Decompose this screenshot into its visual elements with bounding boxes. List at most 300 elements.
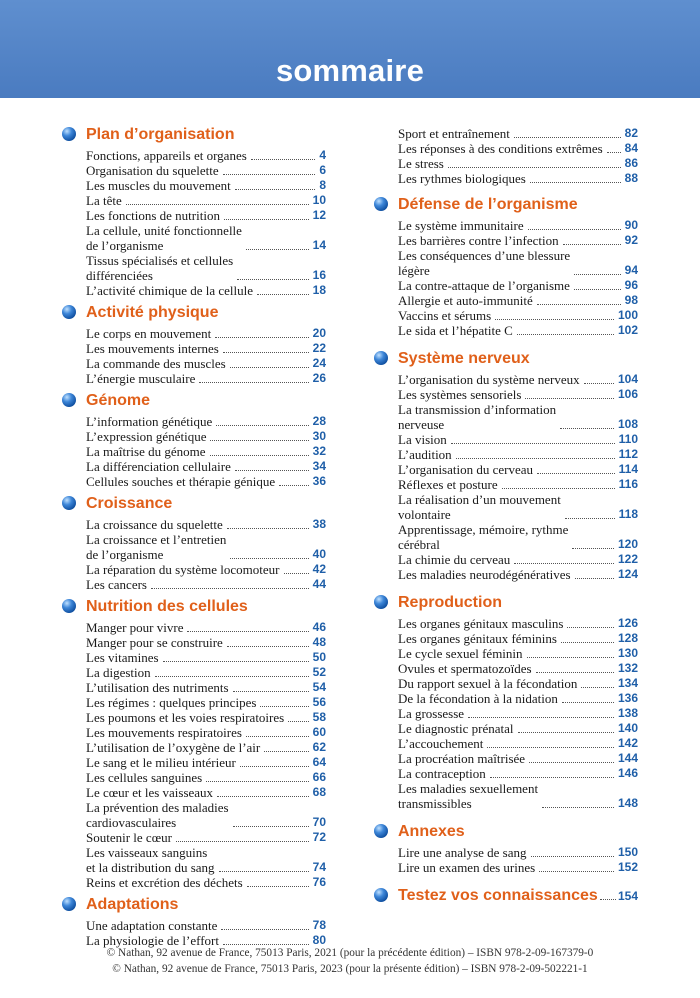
page-number: 152: [617, 860, 638, 874]
entry-title: La transmission d’information nerveuse: [398, 402, 557, 432]
leader-dots: [227, 528, 309, 529]
toc-entry[interactable]: [86, 326, 326, 341]
toc-entry[interactable]: [86, 253, 326, 283]
entry-title: Les maladies sexuellement transmissibles: [398, 781, 539, 811]
page-number: 82: [624, 126, 638, 140]
page-number: 14: [312, 238, 326, 252]
toc-entry[interactable]: [398, 477, 638, 492]
page-number: 94: [624, 263, 638, 277]
entry-title: Le stress: [398, 156, 444, 171]
entry-title: Le sida et l’hépatite C: [398, 323, 513, 338]
leader-dots: [279, 485, 308, 486]
entry-title: Le corps en mouvement: [86, 326, 212, 341]
entry-title: La procréation maîtrisée: [398, 751, 526, 766]
toc-entry[interactable]: [398, 402, 638, 432]
section-title: Nutrition des cellules: [86, 598, 248, 615]
entry-title: La maîtrise du génome: [86, 444, 206, 459]
bullet-icon: [62, 127, 76, 141]
leader-dots: [223, 352, 309, 353]
page-number: 124: [617, 567, 638, 581]
toc-entry[interactable]: [86, 635, 326, 650]
toc-entry[interactable]: [398, 308, 638, 323]
leader-dots: [235, 189, 316, 190]
right-sections: [374, 194, 638, 875]
toc-entry[interactable]: [398, 141, 638, 156]
toc-entry[interactable]: [398, 751, 638, 766]
entry-title: La réalisation d’un mouvement volontaire: [398, 492, 561, 522]
leader-dots: [264, 751, 308, 752]
leader-dots: [565, 518, 615, 519]
leader-dots: [284, 573, 309, 574]
section-title: Adaptations: [86, 896, 179, 913]
toc-entry[interactable]: [86, 785, 326, 800]
page-number: 18: [312, 283, 326, 297]
toc-entry[interactable]: [86, 429, 326, 444]
page-number: 98: [624, 293, 638, 307]
section-entries: [62, 517, 326, 592]
page-number: 150: [617, 845, 638, 859]
page-number: 118: [618, 507, 638, 521]
entry-title: Les cellules sanguines: [86, 770, 203, 785]
page-number: 116: [618, 477, 638, 491]
leader-dots: [525, 398, 613, 399]
toc-entry[interactable]: [398, 631, 638, 646]
leader-dots: [560, 428, 614, 429]
toc-entry[interactable]: [86, 845, 326, 875]
page-number: 146: [617, 766, 638, 780]
toc-entry[interactable]: [398, 646, 638, 661]
toc-entry[interactable]: [86, 577, 326, 592]
leader-dots: [233, 691, 309, 692]
leader-dots: [219, 871, 309, 872]
leader-dots: [233, 826, 309, 827]
page-number: 10: [312, 193, 326, 207]
page-number: 102: [617, 323, 638, 337]
page-number: 46: [312, 620, 326, 634]
page-number: 104: [617, 372, 638, 386]
entry-title: La chimie du cerveau: [398, 552, 511, 567]
leader-dots: [221, 929, 308, 930]
bullet-icon: [374, 351, 388, 365]
entry-title: Les mouvements respiratoires: [86, 725, 242, 740]
leader-dots: [529, 762, 614, 763]
page-number: 6: [319, 163, 326, 177]
toc-entry[interactable]: [398, 323, 638, 338]
leader-dots: [514, 137, 621, 138]
section-entries: [62, 148, 326, 298]
entry-title: La réparation du système locomoteur: [86, 562, 280, 577]
section-header[interactable]: [62, 124, 326, 146]
page-number: 48: [312, 635, 326, 649]
page-number: 138: [617, 706, 638, 720]
page-number: 52: [312, 665, 326, 679]
page-number: 44: [312, 577, 326, 591]
toc-entry[interactable]: [398, 661, 638, 676]
entry-title: La grossesse: [398, 706, 465, 721]
toc-entry[interactable]: [398, 218, 638, 233]
page-number: 8: [319, 178, 326, 192]
page-number: 86: [624, 156, 638, 170]
toc-entry[interactable]: [398, 248, 638, 278]
entry-title: La contraception: [398, 766, 486, 781]
right-column: [374, 124, 638, 909]
entry-title: La commande des muscles: [86, 356, 226, 371]
section: [62, 493, 326, 592]
toc-entry[interactable]: [86, 223, 326, 253]
toc-entry[interactable]: [398, 552, 638, 567]
toc-entry[interactable]: [86, 356, 326, 371]
page-number: 110: [618, 432, 638, 446]
toc-entry[interactable]: [86, 459, 326, 474]
leader-dots: [230, 558, 308, 559]
left-column: [62, 124, 326, 948]
entry-title: Soutenir le cœur: [86, 830, 172, 845]
entry-title: La cellule, unité fonctionnelle de l’organisme: [86, 223, 242, 253]
toc-entry[interactable]: [86, 517, 326, 532]
toc-entry[interactable]: [86, 695, 326, 710]
leader-dots: [247, 886, 309, 887]
toc-entry[interactable]: [86, 800, 326, 830]
toc-entry[interactable]: [86, 532, 326, 562]
entry-title: Du rapport sexuel à la fécondation: [398, 676, 578, 691]
leader-dots: [539, 871, 614, 872]
entry-title: Manger pour vivre: [86, 620, 184, 635]
leader-dots: [237, 279, 308, 280]
page-number: 4: [319, 148, 326, 162]
entry-title: Les systèmes sensoriels: [398, 387, 522, 402]
leader-dots: [217, 796, 309, 797]
page-title: sommaire: [275, 53, 425, 88]
toc-entry[interactable]: [398, 492, 638, 522]
leader-dots: [574, 289, 621, 290]
entry-title: Les réponses à des conditions extrêmes: [398, 141, 603, 156]
page-number: 42: [312, 562, 326, 576]
entry-title: Sport et entraînement: [398, 126, 510, 141]
toc-entry[interactable]: [86, 680, 326, 695]
page-number: 142: [617, 736, 638, 750]
page-number: 38: [312, 517, 326, 531]
entry-title: La physiologie de l’effort: [86, 933, 219, 948]
entry-title: Les mouvements internes: [86, 341, 219, 356]
section-header[interactable]: [374, 885, 638, 907]
toc-entry[interactable]: [86, 283, 326, 298]
section-header[interactable]: [374, 194, 638, 216]
leader-dots: [155, 676, 309, 677]
entry-title: La croissance du squelette: [86, 517, 223, 532]
page-number: 72: [312, 830, 326, 844]
toc-entry[interactable]: [398, 171, 638, 186]
leader-dots: [495, 319, 614, 320]
entry-title: L’accouchement: [398, 736, 484, 751]
page-number: 96: [624, 278, 638, 292]
section: [374, 194, 638, 338]
leader-dots: [518, 732, 614, 733]
page-number: 26: [312, 371, 326, 385]
leader-dots: [561, 642, 614, 643]
leader-dots: [514, 563, 614, 564]
page-number: 140: [617, 721, 638, 735]
leader-dots: [562, 702, 614, 703]
entry-title: Lire un examen des urines: [398, 860, 536, 875]
section[interactable]: [374, 885, 638, 907]
leader-dots: [163, 661, 309, 662]
page-number: 144: [617, 751, 638, 765]
section-header[interactable]: [62, 894, 326, 916]
leader-dots: [187, 631, 308, 632]
page-number: 92: [624, 233, 638, 247]
page-number: 12: [312, 208, 326, 222]
leader-dots: [227, 646, 309, 647]
leader-dots: [600, 899, 616, 900]
page-number: 122: [617, 552, 638, 566]
leader-dots: [572, 548, 614, 549]
entry-title: Les organes génitaux féminins: [398, 631, 557, 646]
page-number: 108: [617, 417, 638, 431]
toc-entry[interactable]: [398, 567, 638, 582]
toc-entry[interactable]: [398, 860, 638, 875]
toc-entry[interactable]: [398, 721, 638, 736]
section-header[interactable]: [62, 302, 326, 324]
page-number: 58: [312, 710, 326, 724]
page-number: 56: [312, 695, 326, 709]
page-number: 16: [312, 268, 326, 282]
section-header[interactable]: [374, 348, 638, 370]
toc-entry[interactable]: [398, 522, 638, 552]
page-number: 50: [312, 650, 326, 664]
entry-title: Le sang et le milieu intérieur: [86, 755, 236, 770]
section-title: Plan d’organisation: [86, 126, 235, 143]
toc-entry[interactable]: [398, 676, 638, 691]
section-title: Activité physique: [86, 304, 219, 321]
page-number: 112: [618, 447, 638, 461]
entry-title: Tissus spécialisés et cellules différenciées: [86, 253, 234, 283]
section-header[interactable]: [374, 821, 638, 843]
leader-dots: [487, 747, 614, 748]
leader-dots: [581, 687, 614, 688]
toc-entry[interactable]: [86, 620, 326, 635]
leader-dots: [574, 274, 620, 275]
page-number: 30: [312, 429, 326, 443]
leader-dots: [215, 337, 308, 338]
entry-title: L’utilisation de l’oxygène de l’air: [86, 740, 261, 755]
section-entries: [62, 918, 326, 948]
entry-title: Réflexes et posture: [398, 477, 498, 492]
bullet-icon: [62, 599, 76, 613]
toc-entry[interactable]: [86, 710, 326, 725]
leader-dots: [230, 367, 309, 368]
entry-title: Le diagnostic prénatal: [398, 721, 514, 736]
toc-entry[interactable]: [398, 781, 638, 811]
entry-title: Reins et excrétion des déchets: [86, 875, 243, 890]
leader-dots: [206, 781, 308, 782]
entry-title: Les organes génitaux masculins: [398, 616, 564, 631]
toc-entry[interactable]: [398, 845, 638, 860]
bullet-icon: [374, 595, 388, 609]
entry-title: L’information génétique: [86, 414, 213, 429]
toc-entry[interactable]: [86, 163, 326, 178]
entry-title: Organisation du squelette: [86, 163, 219, 178]
section: [374, 821, 638, 875]
copyright-line: © Nathan, 92 avenue de France, 75013 Paris, 2023 (pour la présente édition) – ISBN 978-2-09-502221-1: [112, 963, 588, 975]
leader-dots: [537, 473, 615, 474]
entry-title: Le cycle sexuel féminin: [398, 646, 523, 661]
entry-title: L’organisation du système nerveux: [398, 372, 580, 387]
toc-entry[interactable]: [86, 665, 326, 680]
page-number: 68: [312, 785, 326, 799]
leader-dots: [607, 152, 621, 153]
entry-title: L’organisation du cerveau: [398, 462, 534, 477]
entry-title: Les maladies neurodégénératives: [398, 567, 571, 582]
entry-title: Ovules et spermatozoïdes: [398, 661, 532, 676]
entry-title: Les vitamines: [86, 650, 159, 665]
toc-entry[interactable]: [86, 371, 326, 386]
page-number: 54: [312, 680, 326, 694]
leader-dots: [542, 807, 614, 808]
entry-title: L’utilisation des nutriments: [86, 680, 229, 695]
leader-dots: [530, 182, 621, 183]
leader-dots: [528, 229, 621, 230]
page-number: 130: [617, 646, 638, 660]
toc-entry[interactable]: [86, 770, 326, 785]
toc-entry[interactable]: [398, 462, 638, 477]
toc-entry[interactable]: [398, 447, 638, 462]
leader-dots: [584, 383, 614, 384]
toc-entry[interactable]: [398, 432, 638, 447]
toc-entry[interactable]: [398, 372, 638, 387]
toc-entry[interactable]: [398, 736, 638, 751]
toc-entry[interactable]: [398, 278, 638, 293]
toc-entry[interactable]: [86, 755, 326, 770]
page-number: 134: [617, 676, 638, 690]
page-number: 66: [312, 770, 326, 784]
section-header[interactable]: [62, 493, 326, 515]
entry-title: Les cancers: [86, 577, 147, 592]
page-number: 128: [617, 631, 638, 645]
bullet-icon: [62, 305, 76, 319]
toc-entry[interactable]: [398, 233, 638, 248]
section: [62, 596, 326, 890]
toc-entry[interactable]: [398, 156, 638, 171]
page-number: 126: [617, 616, 638, 630]
page-number: 22: [312, 341, 326, 355]
leader-dots: [536, 672, 614, 673]
toc-entry[interactable]: [398, 616, 638, 631]
toc-entry[interactable]: [86, 148, 326, 163]
bullet-icon: [374, 888, 388, 902]
section-entries: [62, 326, 326, 386]
section-entries: [374, 372, 638, 582]
toc-entry[interactable]: [86, 875, 326, 890]
section: [62, 894, 326, 948]
entry-title: La prévention des maladies cardiovasculaires: [86, 800, 229, 830]
leader-dots: [151, 588, 309, 589]
copyright-line: © Nathan, 92 avenue de France, 75013 Paris, 2021 (pour la précédente édition) – ISBN 978-2-09-167379-0: [106, 947, 594, 959]
page-number: 20: [312, 326, 326, 340]
toc-entry[interactable]: [86, 193, 326, 208]
section: [374, 348, 638, 582]
entry-title: Les barrières contre l’infection: [398, 233, 559, 248]
section-header[interactable]: [374, 592, 638, 614]
section-entries: [62, 620, 326, 890]
page-number: 36: [312, 474, 326, 488]
toc-entry[interactable]: [398, 766, 638, 781]
leader-dots: [260, 706, 308, 707]
toc-entry[interactable]: [398, 126, 638, 141]
entry-title: L’énergie musculaire: [86, 371, 196, 386]
toc-entry[interactable]: [86, 830, 326, 845]
toc-entry[interactable]: [398, 706, 638, 721]
section-header[interactable]: [62, 596, 326, 618]
leader-dots: [288, 721, 308, 722]
page-number: 114: [618, 462, 638, 476]
page-number: 34: [312, 459, 326, 473]
page-number: 100: [617, 308, 638, 322]
page-number: 106: [617, 387, 638, 401]
toc-entry[interactable]: [398, 691, 638, 706]
section-entries: [374, 616, 638, 811]
leader-dots: [224, 219, 309, 220]
entry-title: Le système immunitaire: [398, 218, 524, 233]
leader-dots: [468, 717, 614, 718]
leader-dots: [223, 174, 316, 175]
toc-entry[interactable]: [86, 208, 326, 223]
entry-title: Fonctions, appareils et organes: [86, 148, 247, 163]
section-header[interactable]: [62, 390, 326, 412]
page-number: 76: [312, 875, 326, 889]
entry-title: La digestion: [86, 665, 151, 680]
page-number: 64: [312, 755, 326, 769]
entry-title: Les fonctions de nutrition: [86, 208, 220, 223]
leader-dots: [456, 458, 615, 459]
page-number: 148: [617, 796, 638, 810]
leader-dots: [251, 159, 316, 160]
toc-entry[interactable]: [86, 562, 326, 577]
entry-title: L’audition: [398, 447, 452, 462]
section-title: Système nerveux: [398, 350, 530, 367]
page-number: 32: [312, 444, 326, 458]
bullet-icon: [374, 824, 388, 838]
toc-entry[interactable]: [86, 444, 326, 459]
section-title: Annexes: [398, 823, 465, 840]
section-entries: [374, 845, 638, 875]
toc-entry[interactable]: [86, 414, 326, 429]
toc-entry[interactable]: [86, 740, 326, 755]
toc-entry[interactable]: [86, 178, 326, 193]
toc-entry[interactable]: [86, 650, 326, 665]
entry-title: La tête: [86, 193, 122, 208]
entry-title: L’expression génétique: [86, 429, 207, 444]
toc-entry[interactable]: [86, 918, 326, 933]
toc-entry[interactable]: [398, 387, 638, 402]
toc-entry[interactable]: [86, 474, 326, 489]
entry-title: Les conséquences d’une blessure légère: [398, 248, 571, 278]
toc-entry[interactable]: [86, 341, 326, 356]
leader-dots: [210, 455, 309, 456]
section: [62, 390, 326, 489]
section-title: Reproduction: [398, 594, 502, 611]
header-banner: [0, 0, 700, 98]
page-number: 28: [312, 414, 326, 428]
entry-title: L’activité chimique de la cellule: [86, 283, 254, 298]
leader-dots: [502, 488, 615, 489]
toc-entry[interactable]: [86, 725, 326, 740]
leader-dots: [527, 657, 614, 658]
entry-title: Cellules souches et thérapie génique: [86, 474, 276, 489]
toc-entry[interactable]: [398, 293, 638, 308]
entry-title: La différenciation cellulaire: [86, 459, 231, 474]
leader-dots: [490, 777, 614, 778]
bullet-icon: [374, 197, 388, 211]
